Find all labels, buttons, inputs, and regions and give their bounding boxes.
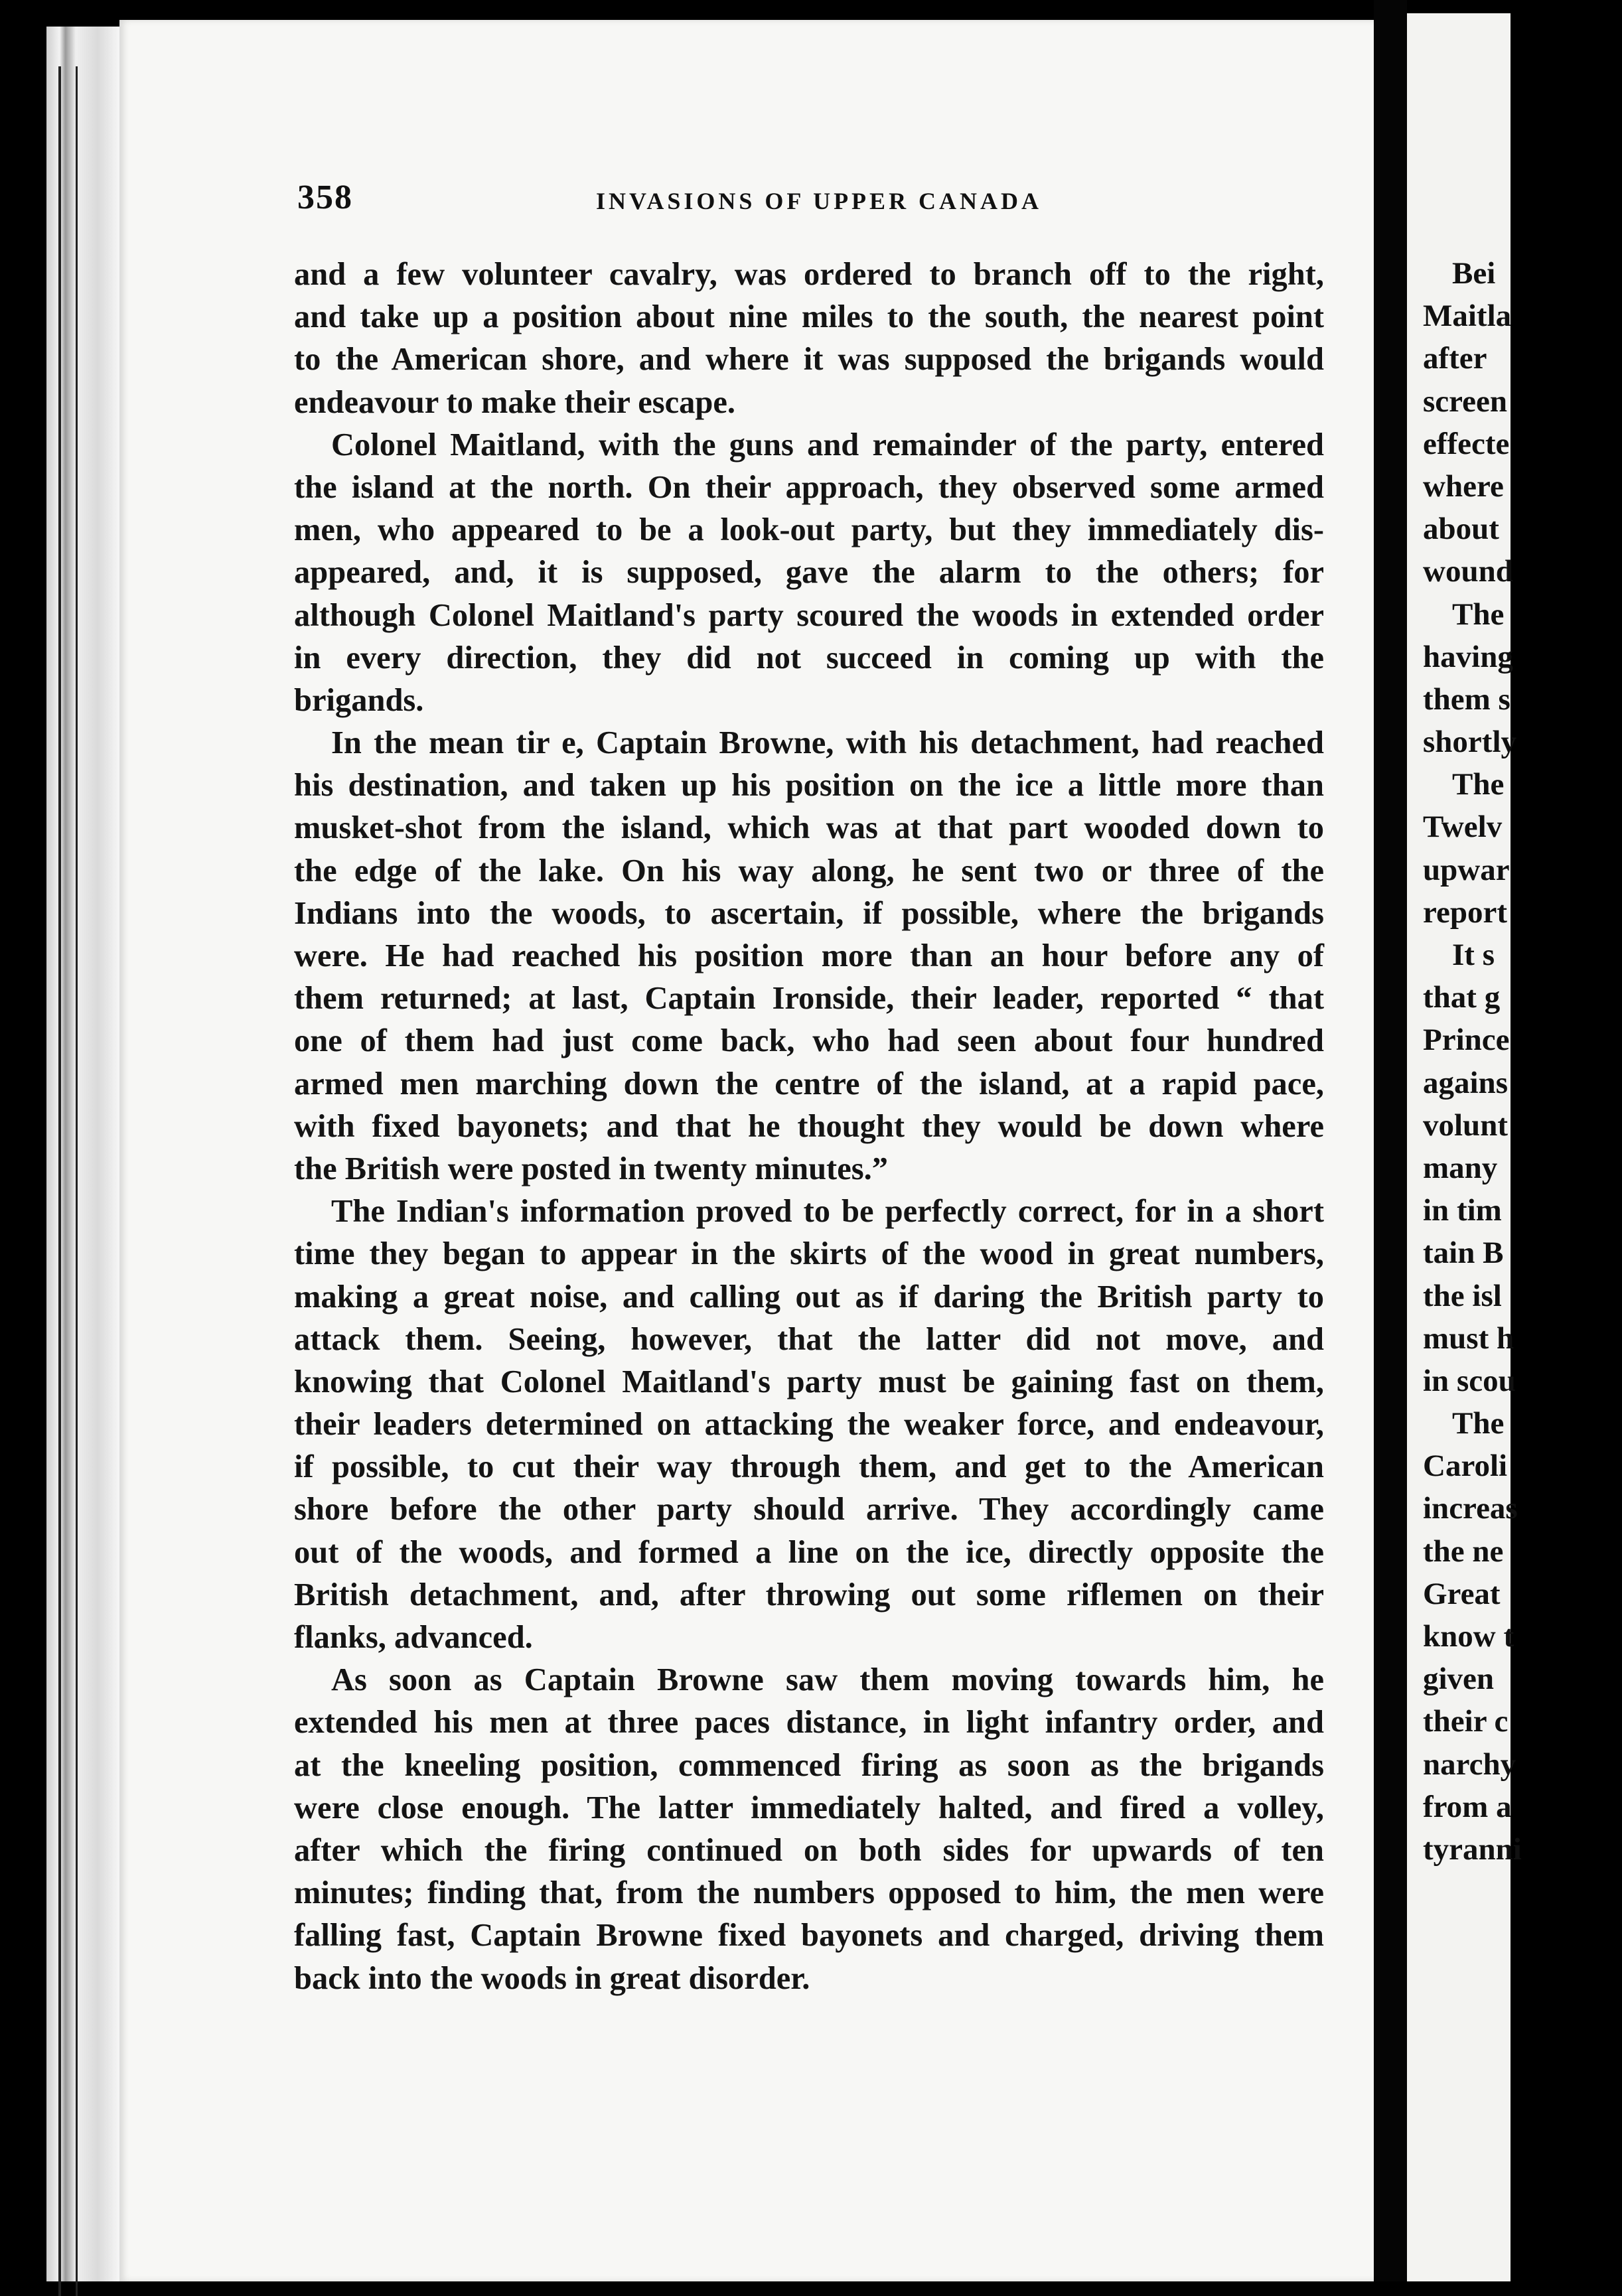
facing-text-line: their c xyxy=(1423,1704,1509,1739)
facing-text-line: Caroli xyxy=(1423,1449,1508,1484)
spine-edge-line xyxy=(76,66,78,2296)
facing-text-line: narchy xyxy=(1423,1747,1516,1782)
facing-text-line: after xyxy=(1423,341,1487,376)
facing-text-line: that g xyxy=(1423,980,1501,1015)
facing-text-line: effecte xyxy=(1423,426,1510,461)
text-line: after which the firing continued on both sides for upwards of ten xyxy=(294,1832,1324,1868)
facing-text-line: given xyxy=(1423,1662,1495,1697)
facing-page-text xyxy=(1423,252,1622,1871)
text-line: the British were posted in twenty minutes.” xyxy=(294,1151,888,1186)
text-line: one of them had just come back, who had seen about four hundred xyxy=(294,1023,1324,1059)
book-spine xyxy=(46,27,119,2281)
text-line: The Indian's information proved to be perfectly correct, for in a short xyxy=(331,1194,1324,1230)
text-line: were. He had reached his position more than an hour before any of xyxy=(294,938,1324,973)
facing-text-line: The xyxy=(1452,1406,1505,1441)
facing-text-line: from a xyxy=(1423,1789,1512,1824)
facing-text-line: screen xyxy=(1423,384,1508,419)
text-line: Colonel Maitland, with the guns and remainder of the party, entered xyxy=(331,427,1324,463)
text-line: In the mean tir e, Captain Browne, with his detachment, had reached xyxy=(331,725,1324,761)
text-line: minutes; finding that, from the numbers opposed to him, the men were xyxy=(294,1875,1324,1911)
text-line: falling fast, Captain Browne fixed bayonets and charged, driving them xyxy=(294,1918,1324,1954)
facing-text-line: agains xyxy=(1423,1065,1508,1100)
facing-text-line: in tim xyxy=(1423,1193,1502,1228)
facing-text-line: the isl xyxy=(1423,1278,1502,1313)
page-number: 358 xyxy=(297,179,353,216)
facing-text-line: wound xyxy=(1423,554,1513,589)
facing-text-line: report xyxy=(1423,895,1508,930)
text-line: flanks, advanced. xyxy=(294,1620,533,1655)
text-line: time they began to appear in the skirts of the wood in great numbers, xyxy=(294,1236,1324,1272)
text-line: if possible, to cut their way through them, and get to the American xyxy=(294,1449,1324,1485)
text-line: As soon as Captain Browne saw them moving towards him, he xyxy=(331,1662,1324,1698)
text-line: attack them. Seeing, however, that the latter did not move, and xyxy=(294,1321,1324,1357)
facing-text-line: Bei xyxy=(1452,256,1496,291)
text-line: Indians into the woods, to ascertain, if possible, where the brigands xyxy=(294,895,1324,931)
text-line: the island at the north. On their approach, they observed some armed xyxy=(294,469,1324,505)
text-line: appeared, and, it is supposed, gave the alarm to the others; for xyxy=(294,555,1324,591)
facing-text-line: The xyxy=(1452,767,1505,802)
page-header xyxy=(297,178,1326,224)
text-line: shore before the other party should arrive. They accordingly came xyxy=(294,1492,1324,1528)
text-line: their leaders determined on attacking the weaker force, and endeavour, xyxy=(294,1407,1324,1443)
text-line: out of the woods, and formed a line on the ice, directly opposite the xyxy=(294,1534,1324,1570)
text-line: British detachment, and, after throwing out some riflemen on their xyxy=(294,1577,1324,1613)
facing-text-line: them s xyxy=(1423,682,1511,717)
facing-text-line: the ne xyxy=(1423,1534,1504,1569)
text-line: to the American shore, and where it was supposed the brigands would xyxy=(294,342,1324,378)
facing-text-line: increas xyxy=(1423,1491,1518,1526)
running-head: INVASIONS OF UPPER CANADA xyxy=(596,188,1043,214)
text-line: musket-shot from the island, which was at that part wooded down to xyxy=(294,810,1324,846)
facing-text-line: know t xyxy=(1423,1619,1514,1654)
facing-text-line: where xyxy=(1423,468,1504,504)
text-line: knowing that Colonel Maitland's party must be gaining fast on them, xyxy=(294,1364,1324,1399)
text-line: in every direction, they did not succeed in coming up with the xyxy=(294,640,1324,676)
facing-text-line: tyranni xyxy=(1423,1831,1522,1867)
text-line: although Colonel Maitland's party scoured the woods in extended order xyxy=(294,597,1324,633)
text-line: endeavour to make their escape. xyxy=(294,384,736,420)
text-line: and a few volunteer cavalry, was ordered to branch off to the right, xyxy=(294,257,1324,292)
text-line: back into the woods in great disorder. xyxy=(294,1960,810,1996)
text-line: and take up a position about nine miles to the south, the nearest point xyxy=(294,299,1324,335)
page-gutter xyxy=(1374,0,1407,2281)
facing-text-line: must h xyxy=(1423,1321,1514,1356)
facing-text-line: Great xyxy=(1423,1576,1501,1611)
text-line: them returned; at last, Captain Ironside, their leader, reported “ that xyxy=(294,981,1324,1017)
page-body-text xyxy=(294,253,1324,2000)
facing-text-line: shortly xyxy=(1423,725,1516,760)
text-line: with fixed bayonets; and that he thought they would be down where xyxy=(294,1108,1324,1144)
text-line: brigands. xyxy=(294,682,424,718)
text-line: at the kneeling position, commenced firing as soon as the brigands xyxy=(294,1747,1324,1783)
text-line: making a great noise, and calling out as if daring the British party to xyxy=(294,1279,1324,1315)
text-line: his destination, and taken up his position on the ice a little more than xyxy=(294,768,1324,804)
facing-text-line: upwar xyxy=(1423,852,1510,887)
facing-text-line: about xyxy=(1423,512,1499,547)
text-line: men, who appeared to be a look-out party, but they immediately dis- xyxy=(294,512,1324,548)
text-line: the edge of the lake. On his way along, he sent two or three of the xyxy=(294,853,1324,889)
facing-text-line: in scou xyxy=(1423,1363,1516,1398)
spine-edge-line xyxy=(58,66,61,2296)
facing-text-line: Twelv xyxy=(1423,810,1503,845)
text-line: extended his men at three paces distance, in light infantry order, and xyxy=(294,1705,1324,1741)
right-facing-page xyxy=(1407,13,1522,2281)
text-line: armed men marching down the centre of the island, at a rapid pace, xyxy=(294,1066,1324,1102)
facing-text-line: It s xyxy=(1452,938,1495,972)
facing-text-line: Maitla xyxy=(1423,299,1512,334)
facing-text-line: many xyxy=(1423,1150,1498,1185)
facing-text-line: Prince xyxy=(1423,1023,1510,1058)
facing-text-line: tain B xyxy=(1423,1236,1504,1271)
facing-text-line: volunt xyxy=(1423,1108,1508,1143)
facing-text-line: having xyxy=(1423,639,1513,674)
text-line: were close enough. The latter immediately halted, and fired a volley, xyxy=(294,1790,1324,1826)
facing-text-line: The xyxy=(1452,597,1505,632)
